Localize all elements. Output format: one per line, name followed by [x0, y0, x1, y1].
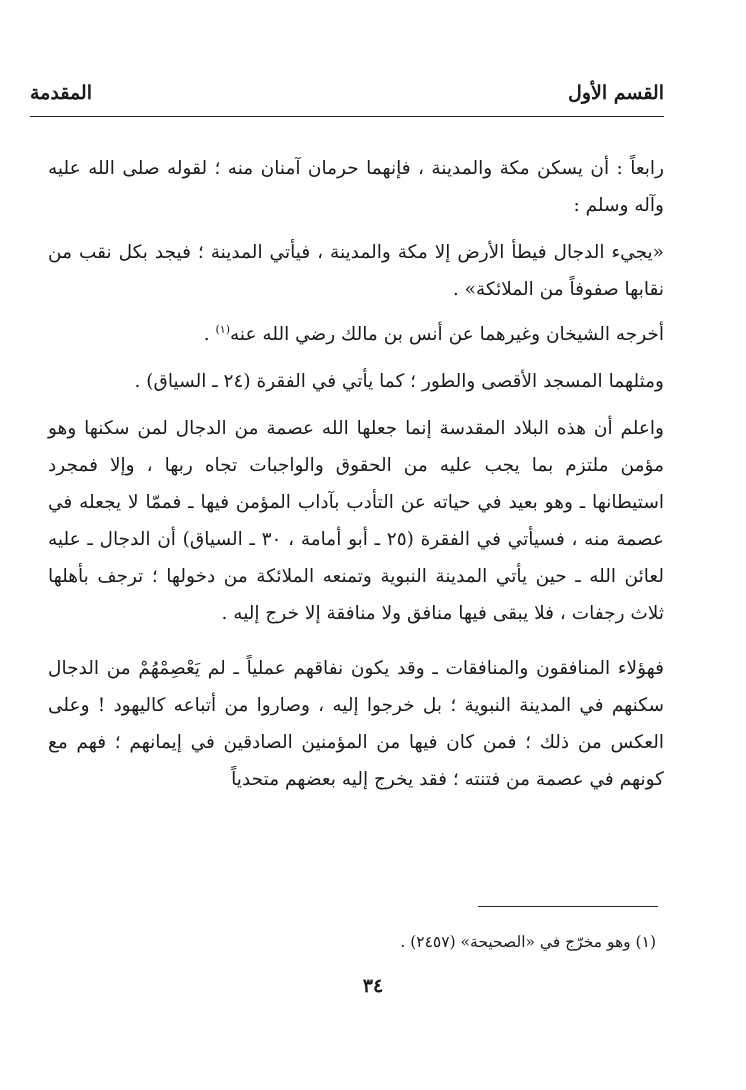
paragraph-aqsa: ومثلهما المسجد الأقصى والطور ؛ كما يأتي في الفقرة (٢٤ ـ السياق) . [134, 371, 664, 392]
running-header [30, 76, 664, 110]
paragraph-source [48, 316, 664, 353]
footnote: (١) وهو مخرّج في «الصحيحة» (٢٤٥٧) . [400, 933, 656, 951]
paragraph-hypocrites: فهؤلاء المنافقون والمنافقات ـ وقد يكون نفاقهم عملياً ـ لم يَعْصِمْهُمْ من الدجال سكنهم في المدينة النبوية ؛ بل خرجوا إليه ، وصاروا من أتباعه كاليهود ! وعلى العكس من ذلك ؛ فمن كان فيها من المؤمنين الصادقين في إيمانهم ؛ فهم مع كونهم في عصمة من فتنته ؛ فقد يخرج إليه بعضهم متحدياً [48, 658, 664, 790]
source-text: أخرجه الشيخان وغيرهما عن أنس بن مالك رضي الله عنه [229, 324, 664, 345]
section-title: القسم الأول [568, 82, 664, 104]
paragraph-hadith: «يجيء الدجال فيطأ الأرض إلا مكة والمدينة ، فيأتي المدينة ؛ فيجد بكل نقب من نقابها صفوفاً من الملائكة» . [48, 242, 664, 300]
footnote-reference: (١) [215, 322, 230, 336]
page-number: ٣٤ [362, 975, 384, 997]
header-divider [30, 116, 664, 117]
footnote-divider [478, 906, 658, 907]
main-text [48, 150, 664, 808]
chapter-title: المقدمة [30, 82, 93, 104]
paragraph-fourth-point: رابعاً : أن يسكن مكة والمدينة ، فإنهما حرمان آمنان منه ؛ لقوله صلى الله عليه وآله وسلم : [48, 158, 664, 216]
paragraph-holy-lands: واعلم أن هذه البلاد المقدسة إنما جعلها الله عصمة من الدجال لمن سكنها وهو مؤمن ملتزم بما يجب عليه من الحقوق والواجبات تجاه ربها ، وإلا فمجرد استيطانها ـ وهو بعيد في حياته عن التأدب بآداب المؤمن فيها ـ فممّا لا يجعله في عصمة منه ، فسيأتي في الفقرة (٢٥ ـ أبو أمامة ، ٣٠ ـ السياق) أن الدجال ـ عليه لعائن الله ـ حين يأتي المدينة النبوية وتمنعه الملائكة من دخولها ؛ ترجف بأهلها ثلاث رجفات ، فلا يبقى فيها منافق ولا منافقة إلا خرج إليه . [48, 418, 664, 624]
source-end: . [203, 324, 216, 345]
